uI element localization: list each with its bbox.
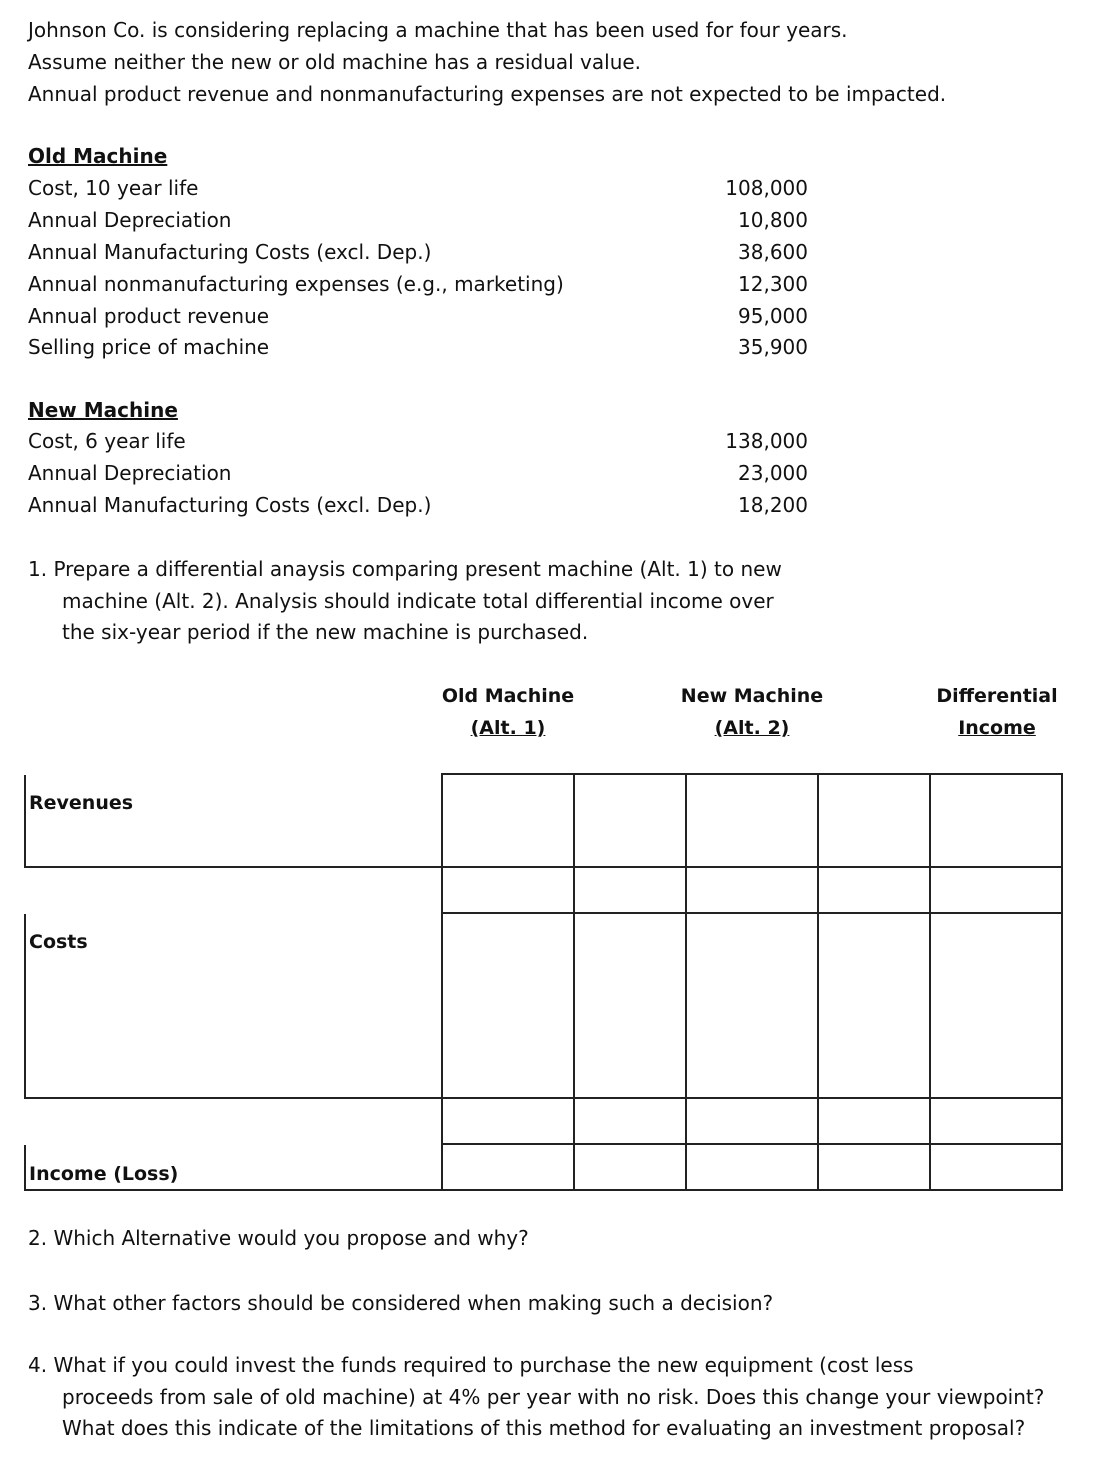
col-old-header: Old Machine	[441, 685, 575, 707]
new-row-label: Annual Depreciation	[28, 461, 232, 485]
table-line	[929, 773, 931, 1191]
question-4-line-1: 4. What if you could invest the funds required to purchase the new equipment (cost less	[28, 1353, 914, 1377]
question-4-line-2: proceeds from sale of old machine) at 4% per year with no risk. Does this change your viewpoint?	[62, 1385, 1045, 1409]
question-1-line-2: machine (Alt. 2). Analysis should indicate total differential income over	[62, 589, 774, 613]
question-3: 3. What other factors should be considered when making such a decision?	[28, 1291, 774, 1315]
old-row-label: Annual nonmanufacturing expenses (e.g., marketing)	[28, 272, 564, 296]
table-line	[24, 1189, 1063, 1191]
old-row-label: Annual Depreciation	[28, 208, 232, 232]
question-1-line-1: 1. Prepare a differential anaysis comparing present machine (Alt. 1) to new	[28, 557, 782, 581]
table-line	[24, 1145, 26, 1189]
old-row-value: 95,000	[738, 304, 808, 328]
col-diff-subheader: Income	[958, 717, 1036, 739]
intro-line-3: Annual product revenue and nonmanufacturing expenses are not expected to be impacted.	[28, 82, 947, 106]
old-row-value: 35,900	[738, 335, 808, 359]
income-label: Income (Loss)	[29, 1163, 179, 1185]
table-line	[24, 1097, 1063, 1099]
new-row-value: 23,000	[738, 461, 808, 485]
question-1-line-3: the six-year period if the new machine is purchased.	[62, 620, 589, 644]
old-row-value: 12,300	[738, 272, 808, 296]
col-old-subheader: (Alt. 1)	[470, 717, 546, 739]
old-machine-heading: Old Machine	[28, 144, 168, 168]
old-row-label: Cost, 10 year life	[28, 176, 199, 200]
table-line	[24, 775, 26, 866]
question-2: 2. Which Alternative would you propose and why?	[28, 1226, 529, 1250]
old-row-label: Annual product revenue	[28, 304, 270, 328]
question-4-line-3: What does this indicate of the limitations of this method for evaluating an investment proposal?	[62, 1416, 1026, 1440]
old-row-value: 10,800	[738, 208, 808, 232]
intro-line-2: Assume neither the new or old machine has a residual value.	[28, 50, 642, 74]
new-row-label: Cost, 6 year life	[28, 429, 186, 453]
col-new-subheader-text: (Alt. 2)	[714, 717, 790, 739]
intro-line-1: Johnson Co. is considering replacing a machine that has been used for four years.	[28, 18, 848, 42]
new-machine-heading: New Machine	[28, 398, 178, 422]
col-new-subheader	[652, 712, 852, 744]
table-line	[24, 914, 26, 1097]
old-row-label: Annual Manufacturing Costs (excl. Dep.)	[28, 240, 432, 264]
table-line	[573, 773, 575, 1191]
table-line	[442, 1143, 1063, 1145]
col-diff-header: Differential	[936, 685, 1058, 707]
table-line	[24, 866, 1063, 868]
old-row-value: 38,600	[738, 240, 808, 264]
table-line	[685, 773, 687, 1191]
new-row-value: 138,000	[725, 429, 808, 453]
table-line	[1061, 773, 1063, 1191]
old-row-label: Selling price of machine	[28, 335, 270, 359]
new-row-label: Annual Manufacturing Costs (excl. Dep.)	[28, 493, 432, 517]
costs-label: Costs	[29, 931, 88, 953]
old-row-value: 108,000	[725, 176, 808, 200]
revenues-label: Revenues	[29, 792, 134, 814]
col-new-header: New Machine	[680, 685, 824, 707]
table-line	[442, 912, 1063, 914]
new-row-value: 18,200	[738, 493, 808, 517]
table-line	[442, 773, 1063, 775]
table-line	[817, 773, 819, 1191]
table-line	[441, 773, 443, 1191]
